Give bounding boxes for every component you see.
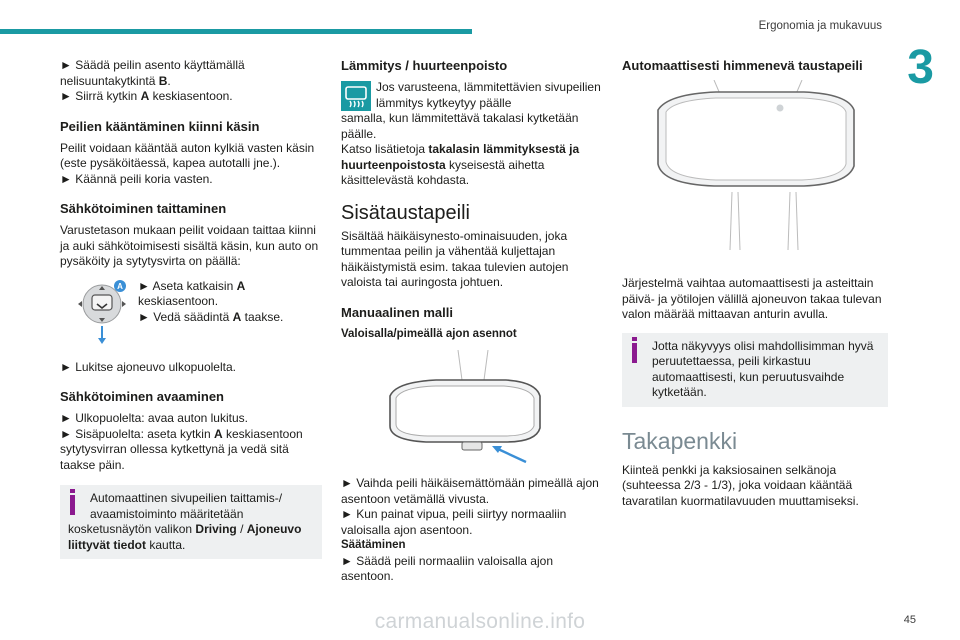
paragraph-auto-dimming: Järjestelmä vaihtaa automaattisesti ja asteittain päivä- ja yötilojen välillä ajoneuvon takaa tulevan valon määrää mittaavan anturin avulla. bbox=[622, 276, 882, 321]
svg-text:A: A bbox=[117, 281, 123, 291]
step-adjust-mirror: ► Säädä peili normaaliin valoisalla ajon asentoon. bbox=[341, 553, 553, 583]
step-unfold-inside: ► Sisäpuolelta: aseta kytkin A keskiasentoon sytytysvirran ollessa kytkettynä ja vedä sitä taakse päin. bbox=[60, 426, 303, 472]
info-icon bbox=[632, 343, 637, 363]
info-note-auto-fold: Automaattinen sivupeilien taittamis-/ avaamistoiminto määritetään kosketusnäytön valikon Driving / Ajoneuvo liittyvät tiedot kautta. bbox=[60, 485, 322, 559]
paragraph-rear-seat: Kiinteä penkki ja kaksiosainen selkänoja (suhteessa 2/3 - 1/3), joka voidaan kääntää tavaratilan kuormatilavuuden muuttamiseksi. bbox=[622, 462, 859, 508]
page-number: 45 bbox=[903, 614, 916, 626]
heading-electric-unfolding: Sähkötoiminen avaaminen bbox=[60, 389, 224, 404]
info-icon bbox=[70, 495, 75, 515]
step-unlock-outside: ► Ulkopuolelta: avaa auton lukitus. bbox=[60, 411, 248, 425]
electric-fold-steps bbox=[138, 279, 318, 326]
column-3 bbox=[622, 58, 888, 509]
heading-electric-folding: Sähkötoiminen taittaminen bbox=[60, 201, 227, 216]
auto-dimming-mirror-figure bbox=[644, 80, 874, 270]
mirror-switch-icon bbox=[72, 278, 132, 346]
section-title: Ergonomia ja mukavuus bbox=[758, 20, 882, 32]
watermark: carmanualsonline.info bbox=[374, 610, 586, 633]
header-accent-bar bbox=[0, 29, 472, 34]
switch-figure-block bbox=[60, 278, 322, 348]
step-night-position: ► Vaihda peili häikäisemättömään pimeällä ajon asentoon vetämällä vivusta. bbox=[341, 476, 599, 506]
step-day-position: ► Kun painat vipua, peili siirtyy normaaliin valoisalla ajon asentoon. bbox=[341, 507, 567, 537]
chapter-number: 3 bbox=[907, 41, 934, 94]
column-1 bbox=[60, 58, 322, 559]
manual-mirror-figure bbox=[376, 350, 546, 470]
info-note-reversing: Jotta näkyvyys olisi mahdollisimman hyvä peruutettaessa, peili kirkastuu automaattisesti, kun peruutusvaihde kytketään. bbox=[622, 333, 888, 407]
mirror-heating-icon bbox=[341, 81, 371, 111]
step-fold-mirror: ► Käännä peili koria vasten. bbox=[60, 171, 213, 186]
heading-manual-folding: Peilien kääntäminen kiinni käsin bbox=[60, 118, 260, 134]
heading-rear-view-mirror: Sisätaustapeili bbox=[341, 201, 470, 224]
column-2 bbox=[341, 58, 605, 585]
intro-step-2: ► Siirrä kytkin A keskiasentoon. bbox=[60, 89, 233, 103]
step-pull-control: ► Vedä säädintä A taakse. bbox=[138, 309, 284, 324]
step-set-switch: ► Aseta katkaisin A keskiasentoon. bbox=[138, 278, 246, 308]
paragraph-electric-folding: Varustetason mukaan peilit voidaan taittaa kiinni ja auki sähkötoimisesti sisältä käsin, kun auto on pysäköity ja sytytysvirta on päällä: bbox=[60, 223, 319, 268]
intro-step-1: ► Säädä peilin asento käyttämällä nelisuuntakytkintä B. bbox=[60, 58, 245, 88]
paragraph-rear-view-mirror: Sisältää häikäisynesto-ominaisuuden, joka tummentaa peilin ja vähentää kuljettajan häikäistymistä esim. takaa tulevien autojen valoista tai auringosta johtuen. bbox=[341, 228, 569, 289]
subheading-day-night: Valoisalla/pimeällä ajon asennot bbox=[341, 327, 517, 340]
subheading-adjusting: Säätäminen bbox=[341, 539, 406, 551]
heading-auto-dimming: Automaattisesti himmenevä taustapeili bbox=[622, 58, 863, 73]
paragraph-manual-folding: Peilit voidaan kääntää auton kylkiä vasten käsin (este pysäköitäessä, kapea autotalli jne.). bbox=[60, 140, 315, 170]
heading-rear-seat: Takapenkki bbox=[622, 427, 738, 454]
heading-manual-model: Manuaalinen malli bbox=[341, 304, 453, 320]
step-lock-vehicle: ► Lukitse ajoneuvo ulkopuolelta. bbox=[60, 359, 236, 374]
heading-heating: Lämmitys / huurteenpoisto bbox=[341, 58, 508, 73]
heating-block: Jos varusteena, lämmitettävien sivupeilien lämmitys kytkeytyy päälle samalla, kun lämmitettävä takalasi kytketään päälle. Katso lisätietoja takalasin lämmityksestä ja huurteenpoistosta kyseisestä aihetta käsittelevästä kohdasta. bbox=[341, 80, 601, 187]
